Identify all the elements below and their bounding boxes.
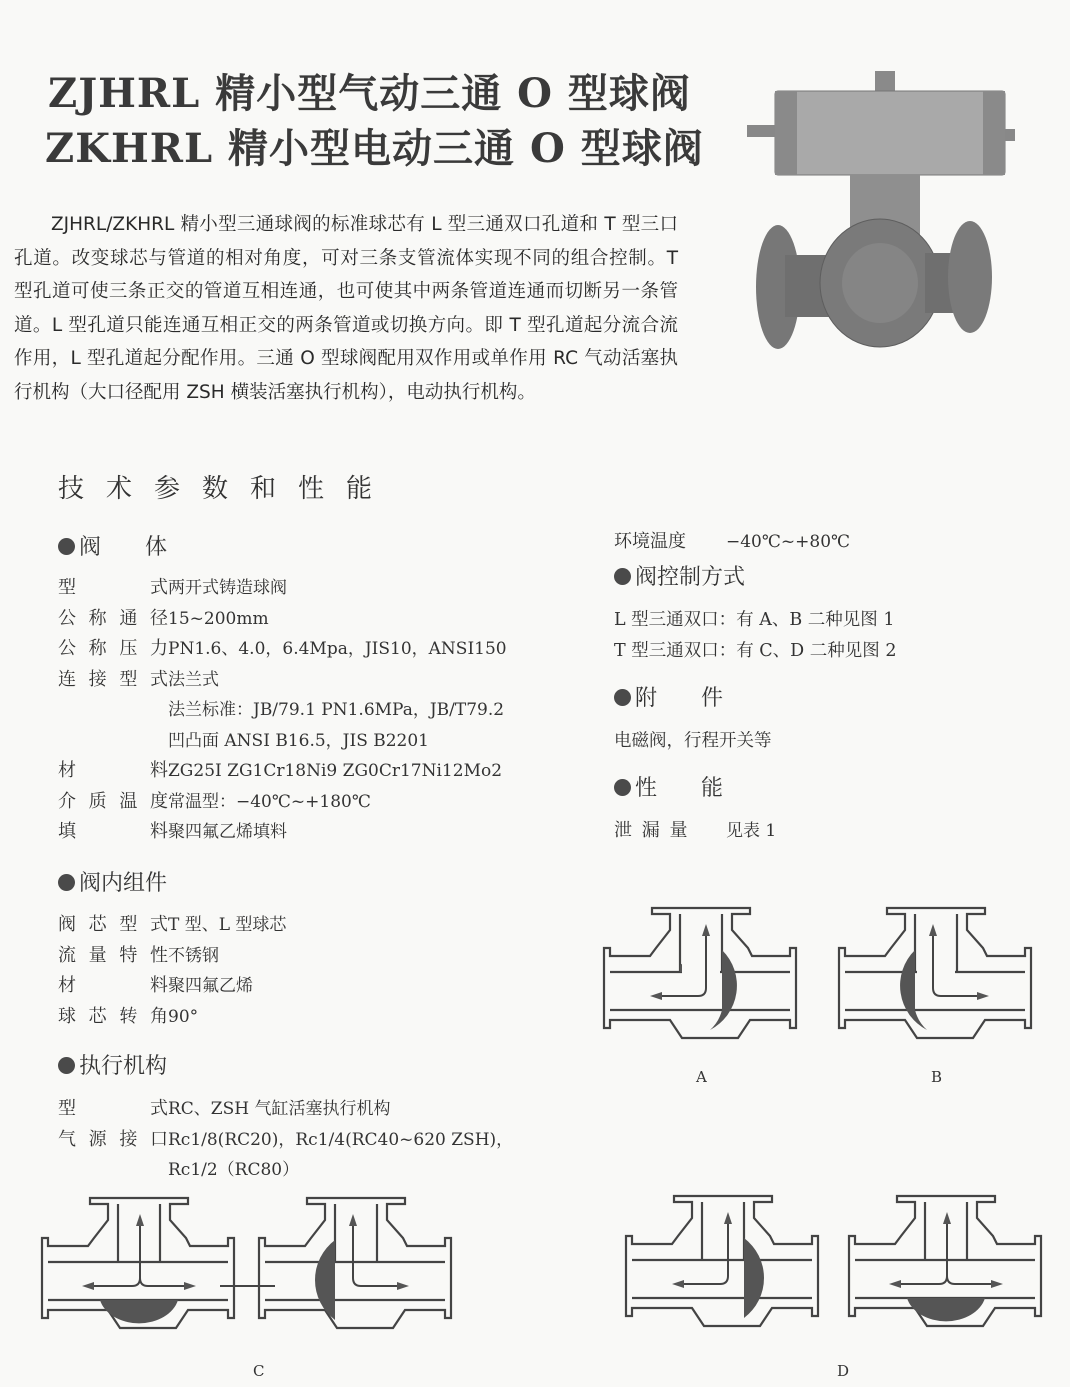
- diagram-d2-valve-icon: [845, 1188, 1045, 1338]
- heading-text: 附 件: [635, 686, 724, 711]
- bullet-icon: [58, 874, 75, 891]
- diagram-label-a: A: [696, 1068, 707, 1086]
- accessories-text: 电磁阀，行程开关等: [614, 731, 772, 751]
- spec-value: −40℃~+80℃: [726, 532, 851, 552]
- actuator-spec-list: [58, 1094, 513, 1186]
- product-photo-valve-icon: [745, 65, 1015, 355]
- environment-temp-row: [614, 527, 850, 558]
- control-line-l: L 型三通双口：有 A、B 二种见图 1: [614, 610, 895, 630]
- heading-text: 执行机构: [79, 1054, 168, 1079]
- spec-value: T 型、L 型球芯: [168, 915, 287, 935]
- spec-key: 球芯转角: [58, 1005, 168, 1027]
- spec-row: [58, 1155, 513, 1186]
- internals-spec-list: [58, 910, 286, 1032]
- spec-value: 凹凸面 ANSI B16.5，JIS B2201: [168, 730, 430, 751]
- spec-value: 聚四氟乙烯填料: [168, 822, 287, 842]
- spec-row: [58, 726, 507, 757]
- diagram-a-valve-icon: [600, 900, 800, 1045]
- bullet-icon: [58, 1057, 75, 1074]
- spec-row: [58, 1094, 513, 1125]
- spec-row: [58, 910, 286, 941]
- heading-actuator: [58, 1049, 167, 1080]
- spec-value: 15~200mm: [168, 608, 269, 629]
- spec-row: [58, 573, 507, 604]
- heading-valve-body: [58, 530, 167, 561]
- bullet-icon: [58, 538, 75, 555]
- leakage-row: [614, 816, 776, 847]
- spec-row: [58, 1125, 513, 1156]
- spec-value: PN1.6、4.0，6.4Mpa，JIS10，ANSI150: [168, 639, 507, 659]
- bullet-icon: [614, 779, 631, 796]
- spec-key: 公称通径: [58, 607, 168, 629]
- heading-accessories: [614, 681, 723, 712]
- spec-row: [58, 971, 286, 1002]
- spec-key: 型式: [58, 577, 168, 598]
- title-electric: ZKHRL 精小型电动三通 O 型球阀: [45, 125, 704, 172]
- spec-key: 材料: [58, 975, 168, 996]
- spec-value: Rc1/8(RC20)，Rc1/4(RC40~620 ZSH)，: [168, 1129, 514, 1150]
- spec-row: [58, 817, 507, 848]
- spec-value: 聚四氟乙烯: [168, 976, 253, 996]
- heading-text: 阀控制方式: [635, 565, 746, 590]
- diagram-b-valve-icon: [835, 900, 1035, 1045]
- heading-text: 阀 体: [79, 535, 168, 560]
- spec-row: [58, 695, 507, 726]
- heading-text: 阀内组件: [79, 871, 168, 896]
- diagram-c1-valve-icon: [38, 1190, 238, 1340]
- heading-performance: [614, 771, 723, 802]
- spec-key: 环境温度: [614, 531, 686, 552]
- intro-paragraph: [14, 208, 678, 409]
- spec-key: 公称压力: [58, 638, 168, 659]
- valve-body-spec-list: [58, 573, 507, 848]
- control-line-t: T 型三通双口：有 C、D 二种见图 2: [614, 641, 897, 661]
- spec-key: 阀芯型式: [58, 914, 168, 935]
- spec-key: 填料: [58, 821, 168, 842]
- diagram-c2-valve-icon: [255, 1190, 455, 1340]
- spec-value: Rc1/2（RC80）: [168, 1160, 300, 1180]
- spec-key: 流量特性: [58, 944, 168, 966]
- spec-row: [58, 941, 286, 972]
- diagram-label-d: D: [837, 1362, 850, 1380]
- diagram-d1-valve-icon: [622, 1188, 822, 1338]
- spec-key: [58, 726, 168, 757]
- spec-value: RC、ZSH 气缸活塞执行机构: [168, 1099, 391, 1119]
- bullet-icon: [614, 568, 631, 585]
- spec-row: [58, 787, 507, 818]
- spec-value: 见表 1: [726, 821, 777, 841]
- separator-line: [220, 1285, 275, 1287]
- bullet-icon: [614, 689, 631, 706]
- spec-key: 介质温度: [58, 790, 168, 812]
- spec-value: 法兰式: [168, 669, 219, 690]
- spec-key: 气源接口: [58, 1128, 168, 1150]
- intro-text: ZJHRL/ZKHRL 精小型三通球阀的标准球芯有 L 型三通双口孔道和 T 型三口孔道。改变球芯与管道的相对角度，可对三条支管流体实现不同的组合控制。T 型孔道可使三条正交的管道互相连通，也可使其中两条管道连通而切断另一条管道。L 型孔道只能连通互相正交的两条管道或切换方向。即 T 型孔道起分流合流作用，L 型孔道起分配作用。三通 O 型球阀配用双作用或单作用 RC 气动活塞执行机构（大口径配用 ZSH 横装活塞执行机构），电动执行机构。: [14, 214, 678, 403]
- spec-value: 两开式铸造球阀: [168, 578, 287, 598]
- heading-text: 性 能: [635, 776, 724, 801]
- spec-key: [58, 1155, 168, 1186]
- spec-value: 不锈钢: [168, 945, 219, 966]
- heading-internals: [58, 866, 167, 897]
- heading-control-mode: [614, 560, 745, 591]
- spec-value: ZG25I ZG1Cr18Ni9 ZG0Cr17Ni12Mo2: [168, 761, 503, 781]
- spec-row: [58, 665, 507, 696]
- spec-key: 连接型式: [58, 668, 168, 690]
- diagram-label-b: B: [931, 1068, 943, 1086]
- section-title: 技术参数和性能: [58, 474, 395, 504]
- spec-row: [58, 634, 507, 665]
- spec-value: 90°: [168, 1006, 199, 1027]
- spec-key: [58, 695, 168, 726]
- spec-value: 法兰标准：JB/79.1 PN1.6MPa，JB/T79.2: [168, 700, 505, 720]
- title-pneumatic: ZJHRL 精小型气动三通 O 型球阀: [48, 70, 691, 117]
- spec-row: [58, 756, 507, 787]
- spec-key: 泄 漏 量: [614, 820, 690, 841]
- spec-key: 材料: [58, 760, 168, 781]
- spec-row: [58, 604, 507, 635]
- spec-row: [58, 1002, 286, 1033]
- spec-value: 常温型：−40℃~+180℃: [168, 791, 371, 812]
- spec-key: 型式: [58, 1098, 168, 1119]
- diagram-label-c: C: [253, 1362, 265, 1380]
